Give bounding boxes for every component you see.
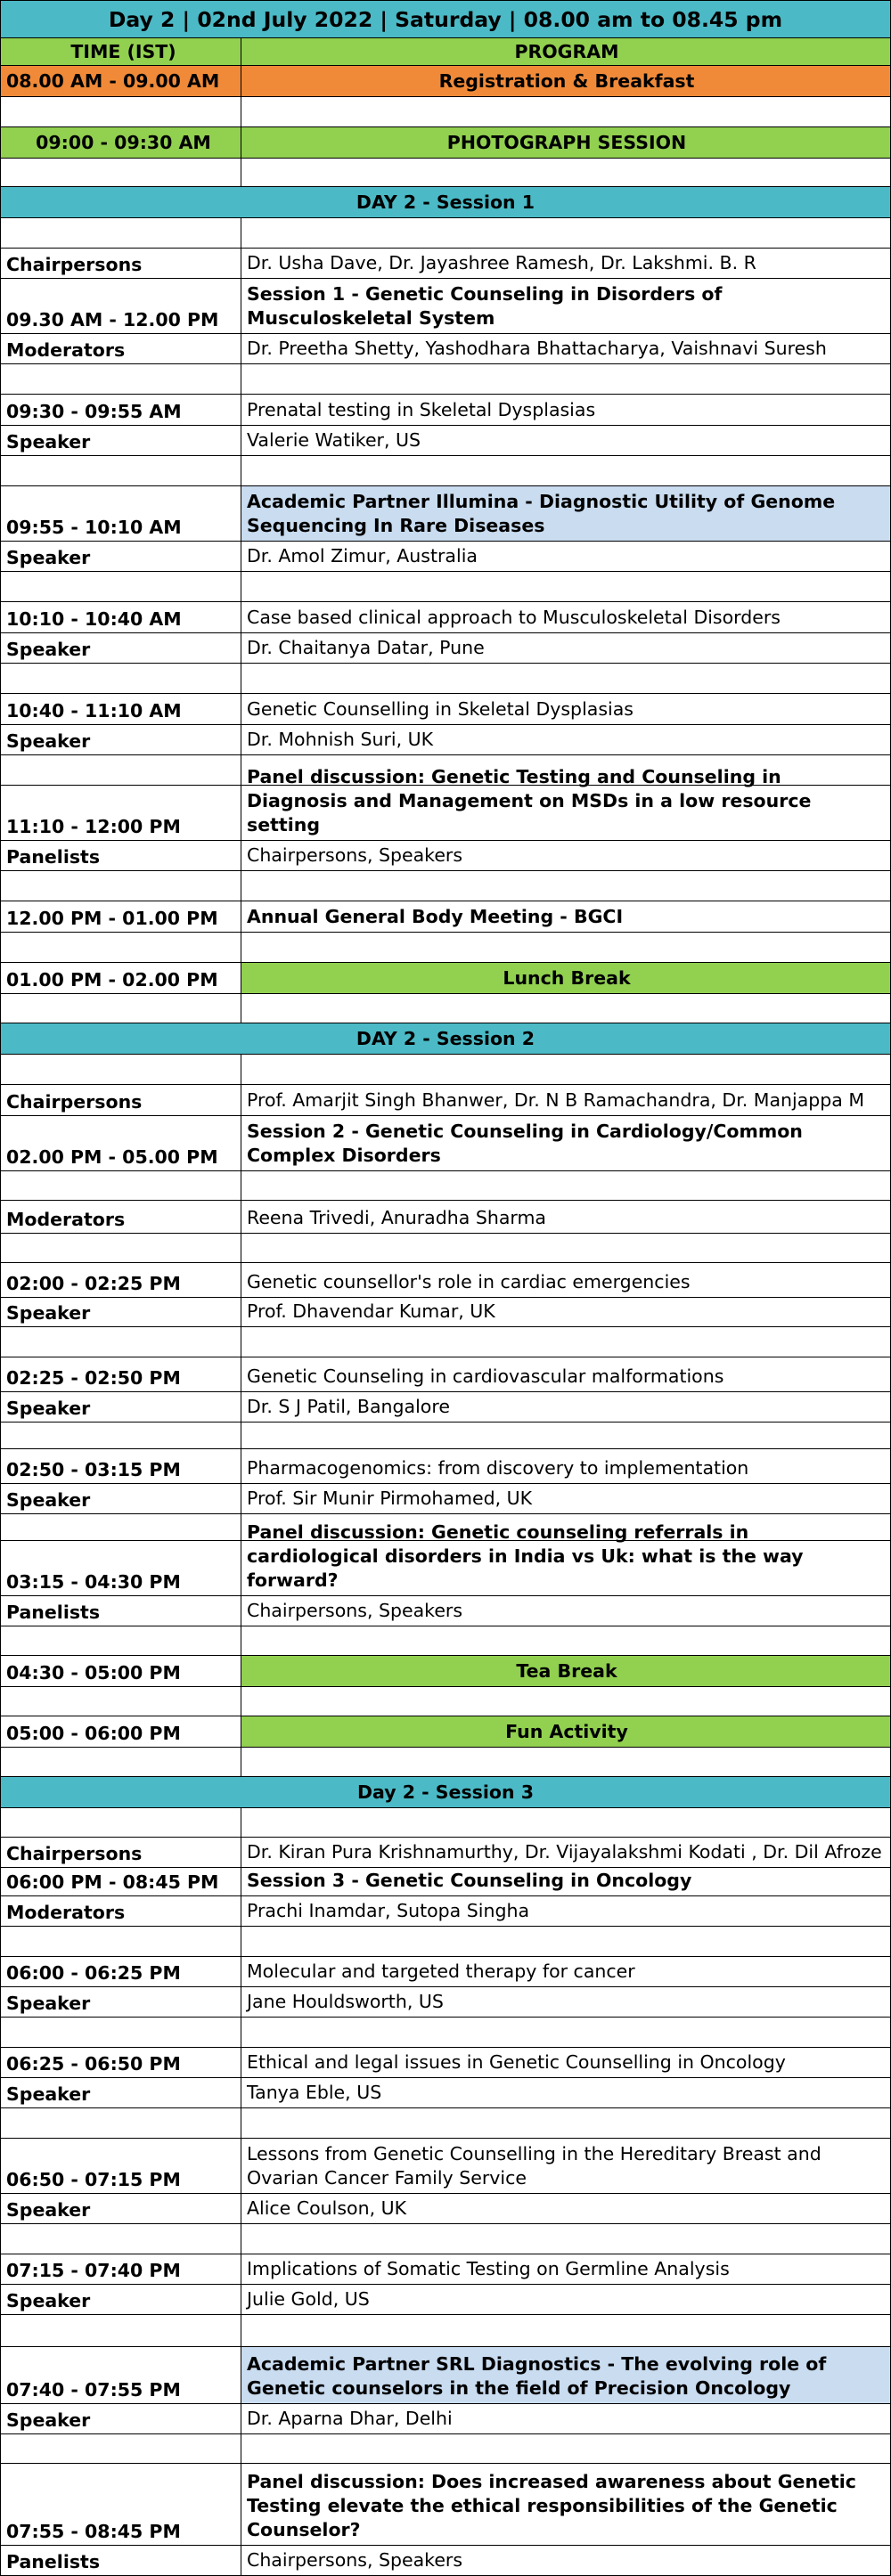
empty-cell bbox=[241, 2314, 891, 2347]
empty-cell bbox=[0, 1054, 241, 1085]
spacer-row bbox=[0, 2433, 891, 2464]
spacer-row bbox=[0, 1747, 891, 1777]
program-cell: Dr. Usha Dave, Dr. Jayashree Ramesh, Dr. Lakshmi. B. R bbox=[241, 248, 891, 279]
empty-cell bbox=[241, 1807, 891, 1838]
column-header-time: TIME (IST) bbox=[0, 37, 241, 66]
program-cell: Genetic Counseling in cardiovascular malformations bbox=[241, 1357, 891, 1392]
program-cell: Panel discussion: Does increased awareness about Genetic Testing elevate the ethical responsibilities of the Genetic Counselor? bbox=[241, 2463, 891, 2546]
table-row bbox=[0, 1595, 891, 1626]
program-cell: Session 1 - Genetic Counseling in Disorders of Musculoskeletal System bbox=[241, 278, 891, 334]
table-row bbox=[0, 1867, 891, 1896]
time-cell: 08.00 AM - 09.00 AM bbox=[0, 65, 241, 97]
empty-cell bbox=[241, 1054, 891, 1085]
empty-cell bbox=[241, 363, 891, 395]
empty-cell bbox=[241, 2107, 891, 2139]
time-cell: Speaker bbox=[0, 1391, 241, 1423]
table-row bbox=[0, 1084, 891, 1116]
spacer-row bbox=[0, 1422, 891, 1449]
spacer-row bbox=[0, 870, 891, 901]
time-cell: Speaker bbox=[0, 1483, 241, 1514]
empty-cell bbox=[241, 1170, 891, 1201]
time-cell: Panelists bbox=[0, 1595, 241, 1626]
program-cell: Prenatal testing in Skeletal Dysplasias bbox=[241, 394, 891, 426]
program-cell: Dr. Mohnish Suri, UK bbox=[241, 724, 891, 755]
title-row bbox=[0, 0, 891, 38]
empty-cell bbox=[241, 1686, 891, 1716]
empty-cell bbox=[0, 1747, 241, 1777]
table-row bbox=[0, 1895, 891, 1927]
empty-cell bbox=[241, 217, 891, 249]
program-cell: Lessons from Genetic Counselling in the Hereditary Breast and Ovarian Cancer Family Service bbox=[241, 2138, 891, 2194]
time-cell: 04:30 - 05:00 PM bbox=[0, 1655, 241, 1687]
section-header: DAY 2 - Session 1 bbox=[0, 186, 891, 218]
time-cell: 09:00 - 09:30 AM bbox=[0, 126, 241, 159]
program-cell: Prof. Dhavendar Kumar, UK bbox=[241, 1297, 891, 1327]
spacer-row bbox=[0, 1233, 891, 1263]
empty-cell bbox=[0, 217, 241, 249]
program-cell: Prof. Sir Munir Pirmohamed, UK bbox=[241, 1483, 891, 1514]
program-cell: Molecular and targeted therapy for cancer bbox=[241, 1956, 891, 1987]
program-cell: Alice Coulson, UK bbox=[241, 2193, 891, 2224]
empty-cell bbox=[0, 2314, 241, 2347]
empty-cell bbox=[241, 932, 891, 963]
program-cell: Genetic counsellor's role in cardiac emergencies bbox=[241, 1262, 891, 1298]
empty-cell bbox=[241, 663, 891, 694]
time-cell: Chairpersons bbox=[0, 248, 241, 279]
time-cell: Speaker bbox=[0, 2284, 241, 2315]
time-cell: 10:40 - 11:10 AM bbox=[0, 693, 241, 725]
empty-cell bbox=[0, 2107, 241, 2139]
spacer-row bbox=[0, 932, 891, 963]
time-cell: Speaker bbox=[0, 1986, 241, 2018]
empty-cell bbox=[241, 870, 891, 901]
empty-cell bbox=[0, 2433, 241, 2464]
table-row bbox=[0, 693, 891, 725]
time-cell: 06:25 - 06:50 PM bbox=[0, 2047, 241, 2078]
spacer-row bbox=[0, 571, 891, 602]
table-row bbox=[0, 1448, 891, 1484]
table-row bbox=[0, 126, 891, 159]
table-row bbox=[0, 1986, 891, 2018]
program-cell: Dr. Kiran Pura Krishnamurthy, Dr. Vijayalakshmi Kodati , Dr. Dil Afroze bbox=[241, 1837, 891, 1868]
time-cell: 09:30 - 09:55 AM bbox=[0, 394, 241, 426]
empty-cell bbox=[241, 96, 891, 127]
empty-cell bbox=[241, 1747, 891, 1777]
time-cell: Panelists bbox=[0, 840, 241, 871]
table-row bbox=[0, 2346, 891, 2404]
time-cell: Speaker bbox=[0, 724, 241, 755]
time-cell: Moderators bbox=[0, 1895, 241, 1927]
empty-cell bbox=[0, 158, 241, 187]
time-cell: 12.00 PM - 01.00 PM bbox=[0, 901, 241, 933]
program-cell: Prachi Inamdar, Sutopa Singha bbox=[241, 1895, 891, 1927]
time-cell: 07:55 - 08:45 PM bbox=[0, 2463, 241, 2546]
program-cell: Dr. Preetha Shetty, Yashodhara Bhattacharya, Vaishnavi Suresh bbox=[241, 333, 891, 364]
empty-cell bbox=[0, 1233, 241, 1263]
table-row bbox=[0, 2138, 891, 2194]
time-cell: Speaker bbox=[0, 1297, 241, 1327]
section-header: Day 2 - Session 3 bbox=[0, 1776, 891, 1808]
empty-cell bbox=[0, 455, 241, 486]
time-cell: Speaker bbox=[0, 2193, 241, 2224]
table-row bbox=[0, 1262, 891, 1298]
empty-cell bbox=[0, 1926, 241, 1957]
empty-cell bbox=[241, 2017, 891, 2048]
time-cell: 11:10 - 12:00 PM bbox=[0, 785, 241, 841]
empty-cell bbox=[0, 993, 241, 1023]
table-row bbox=[0, 2193, 891, 2224]
spacer-row bbox=[0, 363, 891, 395]
table-row bbox=[0, 394, 891, 426]
program-cell: Session 3 - Genetic Counseling in Oncology bbox=[241, 1867, 891, 1896]
empty-cell bbox=[0, 754, 241, 786]
empty-cell bbox=[241, 571, 891, 602]
time-cell: 07:40 - 07:55 PM bbox=[0, 2346, 241, 2404]
time-cell: Moderators bbox=[0, 333, 241, 364]
empty-cell bbox=[0, 1807, 241, 1838]
empty-cell bbox=[0, 1686, 241, 1716]
program-cell: Dr. Aparna Dhar, Delhi bbox=[241, 2403, 891, 2434]
time-cell: Chairpersons bbox=[0, 1084, 241, 1116]
time-cell: 06:50 - 07:15 PM bbox=[0, 2138, 241, 2194]
program-cell: Fun Activity bbox=[241, 1716, 891, 1748]
spacer-row bbox=[0, 2223, 891, 2254]
program-cell: PHOTOGRAPH SESSION bbox=[241, 126, 891, 159]
program-cell: Prof. Amarjit Singh Bhanwer, Dr. N B Ramachandra, Dr. Manjappa M bbox=[241, 1084, 891, 1116]
spacer-row bbox=[0, 993, 891, 1023]
section-row bbox=[0, 1776, 891, 1808]
empty-cell bbox=[241, 1326, 891, 1357]
empty-cell bbox=[0, 1170, 241, 1201]
empty-cell bbox=[0, 663, 241, 694]
time-cell: 06:00 PM - 08:45 PM bbox=[0, 1867, 241, 1896]
time-cell: 02:50 - 03:15 PM bbox=[0, 1448, 241, 1484]
time-cell: 02.00 PM - 05.00 PM bbox=[0, 1115, 241, 1171]
spacer-row bbox=[0, 1326, 891, 1357]
table-row bbox=[0, 962, 891, 994]
spacer-row bbox=[0, 2314, 891, 2347]
table-row bbox=[0, 541, 891, 572]
empty-cell bbox=[241, 1233, 891, 1263]
column-header-row bbox=[0, 37, 891, 66]
table-row bbox=[0, 1297, 891, 1327]
section-row bbox=[0, 186, 891, 218]
program-cell: Implications of Somatic Testing on Germline Analysis bbox=[241, 2254, 891, 2285]
table-row bbox=[0, 1483, 891, 1514]
spacer-row bbox=[0, 2017, 891, 2048]
program-cell: Panel discussion: Genetic Testing and Counseling in Diagnosis and Management on MSDs in a low resource setting bbox=[241, 785, 891, 841]
table-row bbox=[0, 1391, 891, 1423]
spacer-row bbox=[0, 1170, 891, 1201]
program-cell: Dr. S J Patil, Bangalore bbox=[241, 1391, 891, 1423]
table-row bbox=[0, 425, 891, 456]
program-cell: Lunch Break bbox=[241, 962, 891, 994]
time-cell: Speaker bbox=[0, 541, 241, 572]
empty-cell bbox=[241, 993, 891, 1023]
table-row bbox=[0, 840, 891, 871]
program-cell: Academic Partner SRL Diagnostics - The evolving role of Genetic counselors in the field of Precision Oncology bbox=[241, 2346, 891, 2404]
program-cell: Chairpersons, Speakers bbox=[241, 1595, 891, 1626]
program-cell: Tanya Eble, US bbox=[241, 2077, 891, 2108]
time-cell: 02:25 - 02:50 PM bbox=[0, 1357, 241, 1392]
spacer-row bbox=[0, 2107, 891, 2139]
table-row bbox=[0, 278, 891, 334]
table-row bbox=[0, 485, 891, 542]
time-cell: Speaker bbox=[0, 2077, 241, 2108]
spacer-row bbox=[0, 1807, 891, 1838]
table-row bbox=[0, 2463, 891, 2546]
empty-cell bbox=[241, 158, 891, 187]
section-header: DAY 2 - Session 2 bbox=[0, 1023, 891, 1055]
empty-cell bbox=[241, 2433, 891, 2464]
time-cell: Speaker bbox=[0, 425, 241, 456]
spacer-row bbox=[0, 1626, 891, 1656]
empty-cell bbox=[241, 455, 891, 486]
spacer-row bbox=[0, 217, 891, 249]
empty-cell bbox=[0, 96, 241, 127]
empty-cell bbox=[241, 1626, 891, 1656]
table-row bbox=[0, 2284, 891, 2315]
empty-cell bbox=[0, 363, 241, 395]
empty-cell bbox=[241, 2223, 891, 2254]
time-cell: Speaker bbox=[0, 632, 241, 664]
time-cell: Speaker bbox=[0, 2403, 241, 2434]
time-cell: 09.30 AM - 12.00 PM bbox=[0, 278, 241, 334]
spacer-row bbox=[0, 96, 891, 127]
empty-cell bbox=[0, 2017, 241, 2048]
empty-cell bbox=[0, 870, 241, 901]
spacer-row bbox=[0, 1054, 891, 1085]
spacer-row bbox=[0, 158, 891, 187]
empty-cell bbox=[0, 1513, 241, 1541]
table-row bbox=[0, 1716, 891, 1748]
section-row bbox=[0, 1023, 891, 1055]
table-row bbox=[0, 2254, 891, 2285]
table-row bbox=[0, 2047, 891, 2078]
table-row bbox=[0, 1956, 891, 1987]
table-row bbox=[0, 1115, 891, 1171]
program-cell: Panel discussion: Genetic counseling referrals in cardiological disorders in India vs Uk: what is the way forward? bbox=[241, 1540, 891, 1596]
table-row bbox=[0, 1200, 891, 1234]
program-cell: Ethical and legal issues in Genetic Counselling in Oncology bbox=[241, 2047, 891, 2078]
table-row bbox=[0, 1655, 891, 1687]
table-row bbox=[0, 1521, 891, 1596]
spacer-row bbox=[0, 455, 891, 486]
table-row bbox=[0, 632, 891, 664]
time-cell: 09:55 - 10:10 AM bbox=[0, 485, 241, 542]
time-cell: 03:15 - 04:30 PM bbox=[0, 1540, 241, 1596]
spacer-row bbox=[0, 1926, 891, 1957]
program-cell: Dr. Chaitanya Datar, Pune bbox=[241, 632, 891, 664]
spacer-row bbox=[0, 663, 891, 694]
program-cell: Jane Houldsworth, US bbox=[241, 1986, 891, 2018]
table-row bbox=[0, 724, 891, 755]
table-row bbox=[0, 333, 891, 364]
time-cell: 02:00 - 02:25 PM bbox=[0, 1262, 241, 1298]
empty-cell bbox=[0, 1422, 241, 1449]
table-row bbox=[0, 766, 891, 841]
table-row bbox=[0, 65, 891, 97]
program-cell: Julie Gold, US bbox=[241, 2284, 891, 2315]
empty-cell bbox=[0, 571, 241, 602]
program-cell: Academic Partner Illumina - Diagnostic Utility of Genome Sequencing In Rare Diseases bbox=[241, 485, 891, 542]
table-row bbox=[0, 601, 891, 633]
time-cell: 05:00 - 06:00 PM bbox=[0, 1716, 241, 1748]
empty-cell bbox=[0, 2223, 241, 2254]
program-cell: Chairpersons, Speakers bbox=[241, 2545, 891, 2576]
empty-cell bbox=[241, 1422, 891, 1449]
empty-cell bbox=[0, 1326, 241, 1357]
empty-cell bbox=[0, 1626, 241, 1656]
table-row bbox=[0, 2545, 891, 2576]
table-row bbox=[0, 2403, 891, 2434]
table-row bbox=[0, 2077, 891, 2108]
program-cell: Registration & Breakfast bbox=[241, 65, 891, 97]
program-cell: Case based clinical approach to Musculoskeletal Disorders bbox=[241, 601, 891, 633]
program-cell: Reena Trivedi, Anuradha Sharma bbox=[241, 1200, 891, 1234]
column-header-program: PROGRAM bbox=[241, 37, 891, 66]
time-cell: 10:10 - 10:40 AM bbox=[0, 601, 241, 633]
empty-cell bbox=[0, 932, 241, 963]
spacer-row bbox=[0, 1686, 891, 1716]
program-cell: Genetic Counselling in Skeletal Dysplasias bbox=[241, 693, 891, 725]
time-cell: Panelists bbox=[0, 2545, 241, 2576]
program-cell: Chairpersons, Speakers bbox=[241, 840, 891, 871]
program-cell: Pharmacogenomics: from discovery to implementation bbox=[241, 1448, 891, 1484]
time-cell: Chairpersons bbox=[0, 1837, 241, 1868]
program-cell: Valerie Watiker, US bbox=[241, 425, 891, 456]
table-row bbox=[0, 1357, 891, 1392]
agenda-title: Day 2 | 02nd July 2022 | Saturday | 08.00 am to 08.45 pm bbox=[0, 0, 891, 38]
time-cell: 06:00 - 06:25 PM bbox=[0, 1956, 241, 1987]
table-row bbox=[0, 248, 891, 279]
program-cell: Dr. Amol Zimur, Australia bbox=[241, 541, 891, 572]
time-cell: 01.00 PM - 02.00 PM bbox=[0, 962, 241, 994]
time-cell: Moderators bbox=[0, 1200, 241, 1234]
program-cell: Session 2 - Genetic Counseling in Cardiology/Common Complex Disorders bbox=[241, 1115, 891, 1171]
program-cell: Annual General Body Meeting - BGCI bbox=[241, 901, 891, 933]
table-row bbox=[0, 1837, 891, 1868]
time-cell: 07:15 - 07:40 PM bbox=[0, 2254, 241, 2285]
table-row bbox=[0, 901, 891, 933]
empty-cell bbox=[241, 1926, 891, 1957]
program-cell: Tea Break bbox=[241, 1655, 891, 1687]
